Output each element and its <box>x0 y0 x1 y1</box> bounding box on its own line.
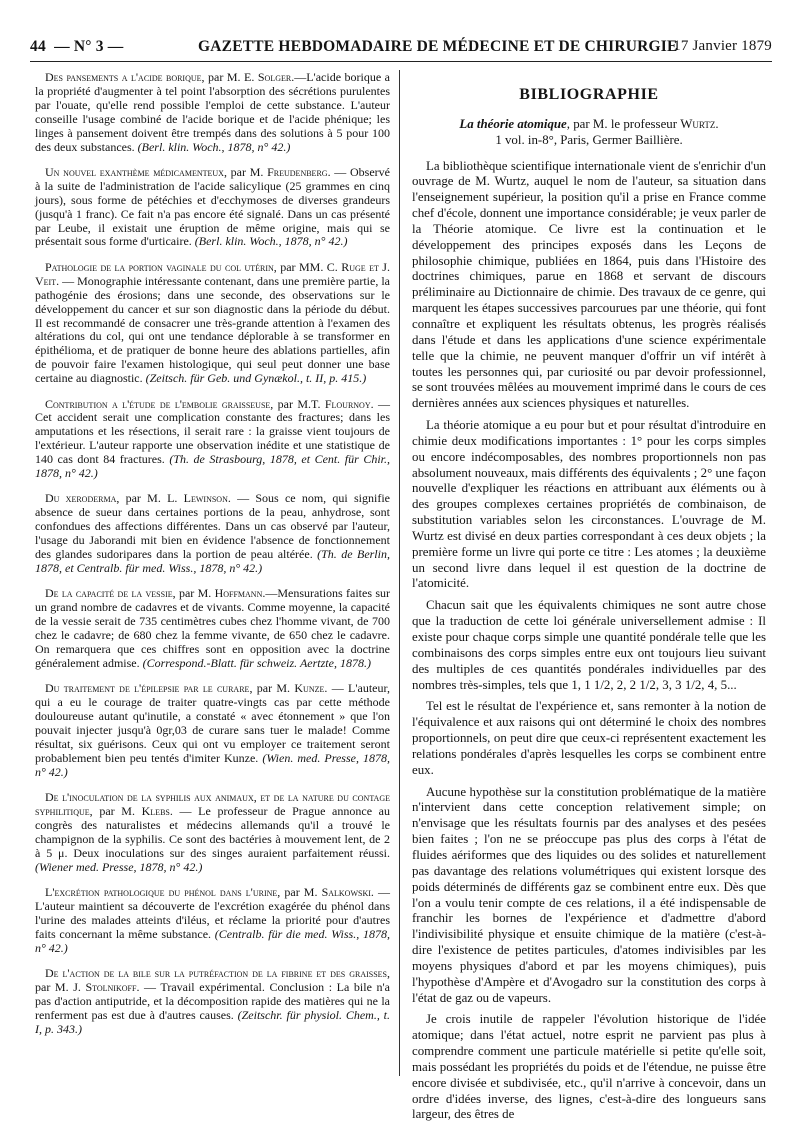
issue-number: — N° 3 — <box>54 38 124 55</box>
page-header <box>30 34 772 58</box>
entry-title: De l'inoculation de la syphilis aux animaux, et de la nature du contage syphilitique <box>35 790 390 819</box>
entry-reference: (Correspond.-Blatt. für schweiz. Aertzte, 1878.) <box>142 655 371 670</box>
entry-author-prefix: , par M. <box>277 885 322 900</box>
entry-title: De l'action de la bile sur la putréfaction de la fibrine et des graisses <box>45 966 387 981</box>
review-paragraph: Aucune hypothèse sur la constitution problématique de la matière n'intervient dans cette conception relativement simple; on n'envisage que les résultats fournis par des analyses et des pesées bien faites ; l'on ne se préoccupe pas plus des corps à l'état de fluides aériformes que des liquides ou des solides et naturellement pas davantage des relations volumétriques qui existent lorsque des poids déterminés de différents gaz se combinent entre eux. Dès que l'on a voulu tenir compte de ces relations, il a été indispensable de franchir les bornes de l'expérience et d'admettre d'abord l'indivisibilité physique et ensuite chimique de la matière (c'est-à-dire l'existence de petites particules, d'atomes indivisibles par les moyens physiques d'abord et par les moyens chimiques), puis l'hypothèse d'Ampère et d'Avogadro sur la constitution des corps à l'état de gaz ou de vapeurs. <box>412 784 766 1005</box>
entry-author: Kunze <box>294 681 325 696</box>
abstract-entry <box>35 791 390 874</box>
review-paragraph: Tel est le résultat de l'expérience et, sans remonter à la notion de l'équivalence et aux raisons qui ont déterminé le choix des nombres proportionnels, on peut dire que ceux-ci représentent exactement les relations pondérales d'après lesquelles les corps se combinent entre eux. <box>412 699 766 777</box>
entry-author: L. Lewinson <box>167 491 228 506</box>
review-body <box>412 159 766 1124</box>
entry-text: . — L'auteur maintient sa découverte de l'excrétion exagérée du phénol dans l'urine des malades atteints d'iléus, et réclame la priorité pour d'autres faits concernant la même substance. <box>35 885 391 941</box>
abstract-entry <box>35 71 390 154</box>
entry-title: Un nouvel exanthème médicamenteux <box>45 164 224 179</box>
entry-text: . — Travail expérimental. Conclusion : La bile n'a pas d'action antiputride, et la décomposition rapide des matières qui ne la renferment pas est due à d'autres causes. <box>35 980 390 1022</box>
entry-author-prefix: , par M. <box>172 586 215 601</box>
entry-reference: (Berl. klin. Woch., 1878, n° 42.) <box>194 234 348 249</box>
entry-reference: (Wiener med. Presse, 1878, n° 42.) <box>35 859 203 874</box>
entry-reference: (Berl. klin. Woch., 1878, n° 42.) <box>137 139 291 154</box>
entry-author-prefix: , par M. <box>249 681 295 696</box>
abstract-entry <box>35 587 390 670</box>
column-divider <box>399 70 400 1076</box>
entry-text: . — Le professeur de Prague annonce au congrès des naturalistes et médecins allemands qu'il a trouvé le champignon de la syphilis. Ce sont des bactéries à mouvement lent, de 2 à 5 μ. Deux inoculations sur des singes auraient parfaitement réussi. <box>35 804 390 860</box>
review-paragraph: La théorie atomique a eu pour but et pour résultat d'introduire en chimie deux modifications importantes : 1° pour les corps simples ou encore indécomposables, des nombres proportionnels non pas absolument nouveaux, mais différents des équivalents ; 2° une façon nouvelle d'expliquer les réactions en attribuant aux éléments ou à des groupes complexes certaines propriétés de combinaison, de substitution variables selon les circonstances. L'ouvrage de M. Wurtz est divisé en deux parties correspondant à ces deux objets ; la première forme un livre qui porte ce titre : Les atomes ; la deuxième un second livre dans lequel il est question de la doctrine de l'atomicité. <box>412 418 766 591</box>
entry-author: Salkowski <box>321 885 371 900</box>
book-author: Wurtz <box>680 116 716 131</box>
entry-author-prefix: , par M. <box>116 491 168 506</box>
entry-author: Klebs <box>141 804 170 819</box>
entry-title: Pathologie de la portion vaginale du col utérin <box>45 259 274 274</box>
abstract-entry <box>35 967 390 1037</box>
issue-date: 17 Janvier 1879 <box>673 38 772 54</box>
entry-title: De la capacité de la vessie <box>45 586 173 601</box>
entry-title: Du xeroderma <box>45 491 117 506</box>
entry-text: . — Cet accident serait une complication constante des fractures; dans les amputations et les résections, il serait rare : la graisse vient toujours de l'extérieur. L'auteur rapporte une observation inédite et une statistique de 140 cas dont 84 fractures. <box>35 396 390 467</box>
abstract-entry <box>35 682 390 779</box>
entry-author-prefix: , par M. <box>201 70 245 84</box>
book-author-prefix: , par M. le professeur <box>566 116 681 131</box>
entry-author: C. Ruge et J. Veit <box>35 259 390 288</box>
entry-author: Hoffmann <box>214 586 263 601</box>
abstract-entry <box>35 398 390 481</box>
abstract-entry <box>35 492 390 575</box>
review-paragraph: La bibliothèque scientifique internationale vient de s'enrichir d'un ouvrage de M. Wurtz, auquel le nom de l'auteur, sa situation dans l'enseignement supérieur, la position qu'il a prise en France comme chef d'école, donnent une importance considérable; je veux parler de la Théorie atomique. Ce livre est la continuation et le développement des principes exposés dans les Leçons de philosophie chimique, publiées en 1864, puis dans l'Histoire des doctrines chimiques, parue en 1868 et servant de discours préliminaire au Dictionnaire de chimie. Des travaux de ce genre, qui marquent les étapes successives parcourues par une théorie, qui font connaître et expliquent les résultats obtenus, les progrès réalisés dans l'étude et dans les applications d'une science expérimentale telle que la chimie, ne peuvent manquer d'offrir un vif intérêt à toutes les personnes qui, par curiosité ou par devoir professionnel, se sont trouvées mêlées au mouvement imprimé dans le cours de ces dernières années aux sciences physiques et naturelles. <box>412 158 766 411</box>
abstract-entry <box>35 166 390 249</box>
entry-title: L'excrétion pathologique du phénol dans l'urine <box>45 885 278 900</box>
entry-text: . — Monographie intéressante contenant, dans une première partie, la pathogénie des érosions; dans une seconde, des observations sur le développement du cancer et sur son diagnostic dans la période du début. Il est recommandé de consacrer une très-grande attention à l'examen des altérations du col, qui ont une tendance déplorable à se transformer en épithélioma, et de pratiquer de bonne heure des ablations partielles, afin de pouvoir faire l'examen histologique, qui seul peut donner une base certaine au diagnostic. <box>35 273 390 386</box>
entry-author-prefix: , par M. <box>89 804 142 819</box>
abstract-entry <box>35 886 390 956</box>
book-citation <box>412 117 766 133</box>
entry-reference: (Th. de Berlin, 1878, et Centralb. für med. Wiss., 1878, n° 42.) <box>35 547 390 575</box>
entry-title: Des pansements a l'acide borique <box>45 70 202 84</box>
entry-author-prefix: , par M.T. <box>270 396 325 411</box>
bibliography-heading: BIBLIOGRAPHIE <box>519 86 659 103</box>
journal-title: GAZETTE HEBDOMADAIRE DE MÉDECINE ET DE CHIRURGIE <box>198 38 678 55</box>
entry-text: . — Observé à la suite de l'administration de l'acide salicylique (25 grammes en cinq jours), sous forme de pétéchies et d'ecchymoses de diverses grandeurs (jusqu'à 1 franc). Ce fait n'a pas encore été signalé. Dans un cas présenté par Leube, il existait une éruption de même origine, mais qui se présentait sous forme d'urticaire. <box>35 164 390 249</box>
abstract-entry <box>35 261 390 386</box>
entry-reference: (Wien. med. Presse, 1878, n° 42.) <box>35 750 390 779</box>
review-paragraph: Je crois inutile de rappeler l'évolution historique de l'idée atomique; dans l'état actuel, notre esprit ne parvient pas plus à comprendre comment une particule matérielle si petite qu'elle soit, mais possédant les propriétés du poids et de l'étendue, ne puisse être encore divisée et subdivisée, etc., qu'il n'arrive à concevoir, dans un ordre d'idées inverse, des lignes, c'est-à-dire des longueurs sans largeur, des êtres de <box>412 1012 766 1122</box>
header-rule <box>30 61 772 62</box>
left-column <box>35 71 390 1048</box>
entry-title: Contribution a l'étude de l'embolie graisseuse <box>45 396 271 411</box>
entry-reference: (Zeitschr. für physiol. Chem., t. I, p. 343.) <box>35 1007 391 1036</box>
entry-text: .—L'acide borique a la propriété d'augmenter à tel point l'absorption des sécrétions purulentes par l'ouate, qu'elle rend possible l'emploi de cette substance. L'auteur conseille l'usage combiné de l'acide borique et de l'acide phénique; les linges à pansement doivent être trempés dans des solutions à 5 pour 100 des deux substances. <box>35 70 391 154</box>
entry-author: E. Solger <box>244 70 292 84</box>
entry-author: Flournoy <box>324 396 371 411</box>
entry-author: Freudenberg <box>267 164 328 179</box>
page-number-issue <box>30 38 123 56</box>
book-publication: 1 vol. in-8°, Paris, Germer Baillière. <box>495 132 683 147</box>
entry-reference: (Th. de Strasbourg, 1878, et Cent. für Chir., 1878, n° 42.) <box>35 452 390 481</box>
entry-reference: (Zeitsch. für Geb. und Gynækol., t. II, p. 415.) <box>145 371 367 386</box>
right-column <box>412 71 766 1129</box>
entry-author-prefix: , par MM. <box>273 259 327 274</box>
entry-text: .—Mensurations faites sur un grand nombre de cadavres et de vivants. Comme moyenne, la capacité de la vessie serait de 735 centimètres cubes chez l'homme vivant, de 700 chez le cadavre; de 680 chez la femme vivante, de 650 chez le cadavre. On remarquera que ces chiffres sont en opposition avec la doctrine généralement admise. <box>35 586 390 670</box>
entry-text: . — Sous ce nom, qui signifie absence de sueur dans certaines portions de la peau, anhydrose, sont confondues des affections différentes. Dans un cas observé par l'auteur, l'usage du Jaborandi mit bien en évidence l'absence de fonctionnement des glandes sudoripares dans la portion de peau altérée. <box>35 491 390 562</box>
entry-author-prefix: , par M. <box>223 164 268 179</box>
entry-author-prefix: , par M. <box>35 966 390 995</box>
entry-author: J. Stolnikoff <box>73 980 137 995</box>
book-author-suffix: . <box>715 116 719 131</box>
entry-text: . — L'auteur, qui a eu le courage de traiter quatre-vingts cas par cette méthode douloureuse autant qu'inutile, a constaté « avec étonnement » que l'on pouvait injecter jusqu'à 0gr,03 de curare sans tuer le malade! Comme résultat, six guérisons. Ceux qui ont vu employer ce traitement seront probablement bien peu tentés d'imiter Kunze. <box>35 681 391 765</box>
entry-title: Du traitement de l'épilepsie par le curare <box>45 681 250 696</box>
review-paragraph: Chacun sait que les équivalents chimiques ne sont autre chose que la traduction de cette loi générale universellement admise : Il existe pour chaque corps simple une quantité pondérale telle que les combinaisons des corps simples entre eux ont toujours lieu suivant des multiples de ces quantités pondérales individuelles par des nombres très-simples, tels que 1, 1 1/2, 2, 2 1/2, 3, 3 1/2, 4, 5... <box>412 598 766 692</box>
page-number: 44 <box>30 38 46 55</box>
book-title: La théorie atomique <box>459 116 567 131</box>
entry-reference: (Centralb. für die med. Wiss., 1878, n° 42.) <box>35 926 390 955</box>
